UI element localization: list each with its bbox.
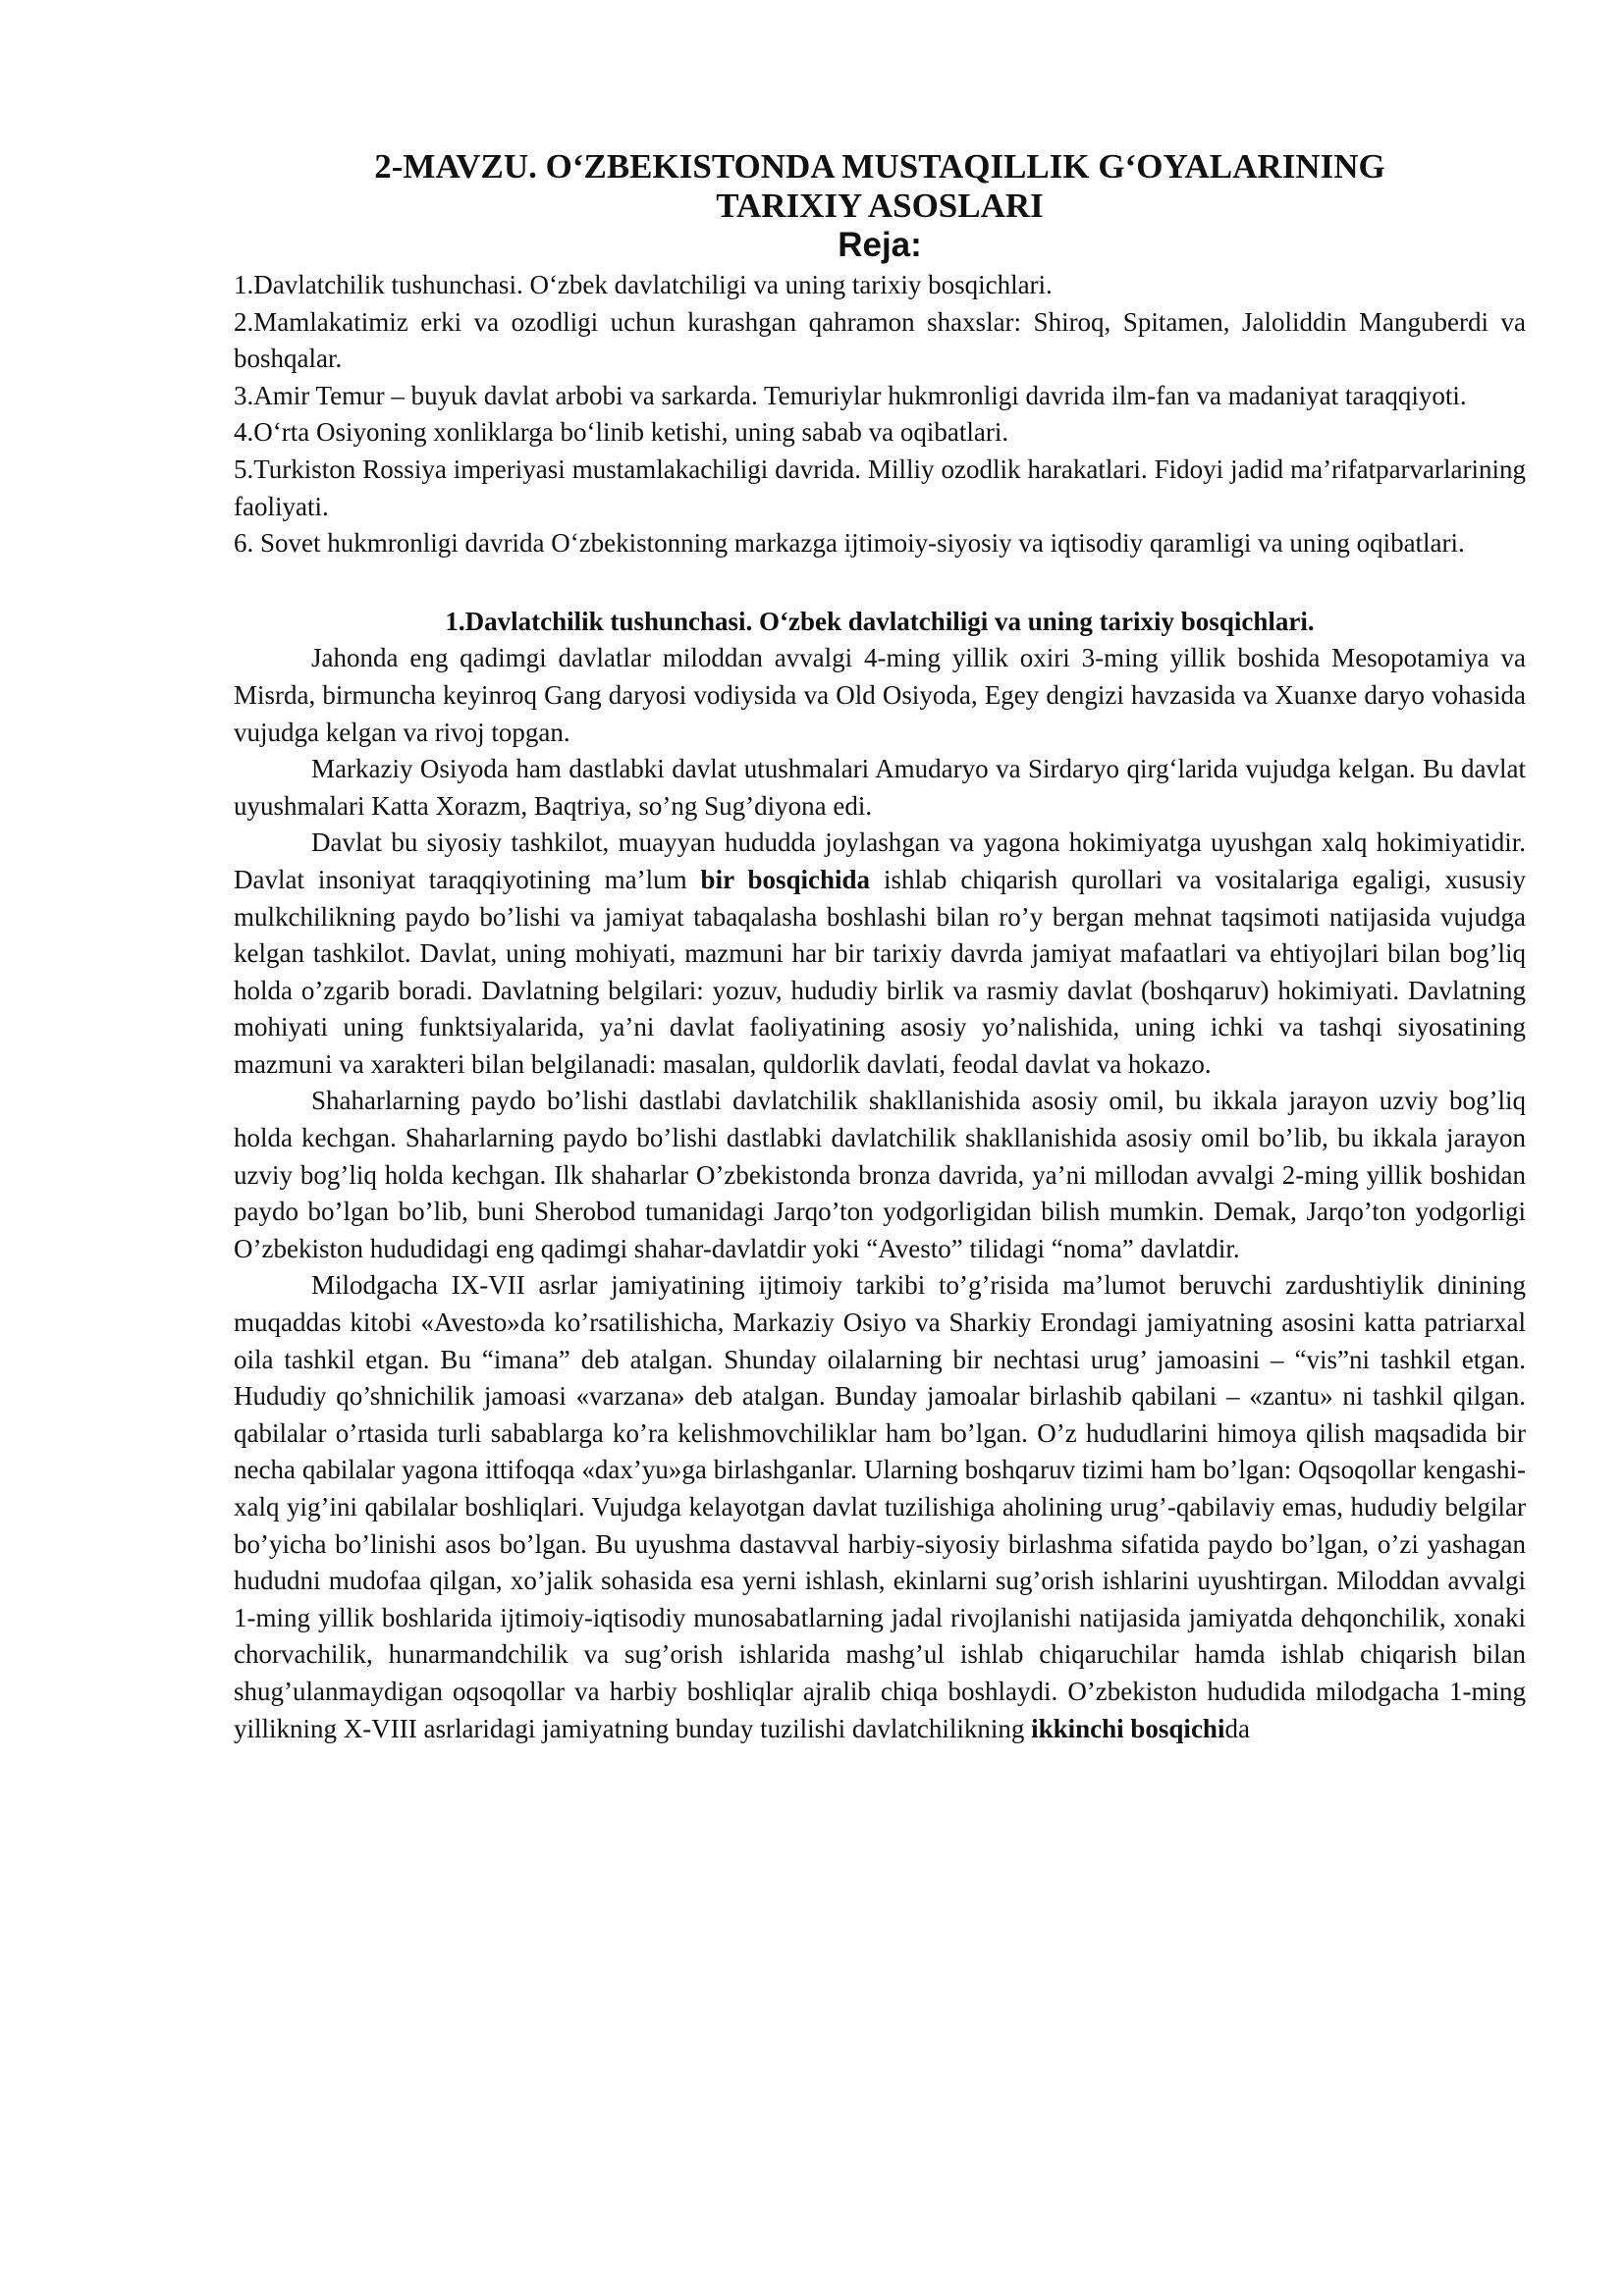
paragraph-5-text-a: Milodgacha IX-VII asrlar jamiyatining ijtimoiy tarkibi to’g’risida ma’lumot beruvchi zardushtiylik dinining muqaddas kitobi «Avesto»da ko’rsatilishicha, Markaziy Osiyo va Sharkiy Erondagi jamiyatning asosini katta patriarxal oila tashkil etgan. Bu “imana” deb atalgan. Shunday oilalarning bir nechtasi urug’ jamoasini – “vis”ni tashkil etgan. Hududiy qo’shnichilik jamoasi «varzana» deb atalgan. Bunday jamoalar birlashib qabilani – «zantu» ni tashkil qilgan. qabilalar o’rtasida turli sabablarga ko’ra kelishmovchiliklar ham bo’lgan. O’z hududlarini himoya qilish maqsadida bir necha qabilalar yagona ittifoqqa «dax’yu»ga birlashganlar. Ularning boshqaruv tizimi ham bo’lgan: Oqsoqollar kengashi-xalq yig’ini qabilalar boshliqlari. Vujudga kelayotgan davlat tuzilishiga aholining urug’-qabilaviy emas, hududiy belgilar bo’yicha bo’linishi asos bo’lgan. Bu uyushma dastavval harbiy-siyosiy birlashma sifatida paydo bo’lgan, o’zi yashagan hududni mudofaa qilgan, xo’jalik sohasida esa yerni ishlash, ekinlarni sug’orish ishlarini uyushtirgan. Miloddan avvalgi 1-ming yillik boshlarida ijtimoiy-iqtisodiy munosabatlarning jadal rivojlanishi natijasida jamiyatda dehqonchilik, xonaki chorvachilik, hunarmandchilik va sug’orish ishlarida mashg’ul ishlab chiqaruchilar hamda ishlab chiqarish bilan shug’ulanmaydigan oqsoqollar va harbiy boshliqlar ajralib chiqa boshlaydi. O’zbekiston hududida milodgacha 1-ming yillikning X-VIII asrlaridagi jamiyatning bunday tuzilishi davlatchilikning — [234, 1270, 1526, 1743]
plan-item: 2.Mamlakatimiz erki va ozodligi uchun kurashgan qahramon shaxslar: Shiroq, Spitamen, Jaloliddin Manguberdi va boshqalar. — [234, 306, 1526, 374]
plan-item: 3.Amir Temur – buyuk davlat arbobi va sarkarda. Temuriylar hukmronligi davrida ilm-fan va madaniyat taraqqiyoti. — [234, 380, 1467, 410]
section-heading: 1.Davlatchilik tushunchasi. O‘zbek davlatchiligi va uning tarixiy bosqichlari. — [445, 606, 1315, 636]
paragraph-4: Shaharlarning paydo bo’lishi dastlabi davlatchilik shakllanishida asosiy omil, bu ikkala jarayon uzviy bog’liq holda kechgan. Shaharlarning paydo bo’lishi dastlabki davlatchilik shakllanishida asosiy omil bo’lib, bu ikkala jarayon uzviy bog’liq holda kechgan. Ilk shaharlar O’zbekistonda bronza davrida, ya’ni millodan avvalgi 2-ming yillik boshidan paydo bo’lgan bo’lib, buni Sherobod tumanidagi Jarqo’ton yodgorligidan bilish mumkin. Demak, Jarqo’ton yodgorligi O’zbekiston hududidagi eng qadimgi shahar-davlatdir yoki “Avesto” tilidagi “noma” davlatdir. — [234, 1086, 1526, 1263]
document-title-line1: 2-MAVZU. O‘ZBEKISTONDA MUSTAQILLIK G‘OYALARINING — [374, 147, 1385, 186]
plan-heading: Reja: — [838, 226, 922, 264]
paragraph-5 — [234, 1267, 1526, 1747]
section-body — [234, 640, 1526, 1747]
paragraph-5-text-b: da — [1224, 1713, 1250, 1743]
document-title — [234, 147, 1526, 226]
paragraph-2: Markaziy Osiyoda ham dastlabki davlat utushmalari Amudaryo va Sirdaryo qirg‘larida vujudga kelgan. Bu davlat uyushmalari Katta Xorazm, Baqtriya, so’ng Sug’diyona edi. — [234, 754, 1526, 821]
paragraph-3-bold: bir bosqichida — [700, 864, 871, 894]
plan-list — [234, 267, 1526, 562]
plan-item: 6. Sovet hukmronligi davrida O‘zbekistonning markazga ijtimoiy-siyosiy va iqtisodiy qaramligi va uning oqibatlari. — [234, 528, 1465, 559]
plan-item: 4.O‘rta Osiyoning xonliklarga bo‘linib ketishi, uning sabab va oqibatlari. — [234, 417, 1009, 448]
document-title-line2: TARIXIY ASOSLARI — [716, 187, 1044, 225]
paragraph-1: Jahonda eng qadimgi davlatlar miloddan avvalgi 4-ming yillik oxiri 3-ming yillik boshida Mesopotamiya va Misrda, birmuncha keyinroq Gang daryosi vodiysida va Old Osiyoda, Egey dengizi havzasida va Xuanxe daryo vohasida vujudga kelgan va rivoj topgan. — [234, 643, 1526, 747]
paragraph-3-text-a: Davlat bu siyosiy tashkilot, muayyan hududda joylashgan va yagona hokimiyatga uyushgan xalq hokimiyatidir. Davlat insoniyat taraqqiyotining ma’lum — [234, 828, 1526, 894]
paragraph-3-text-b: ishlab chiqarish qurollari va vositalariga egaligi, xususiy mulkchilikning paydo bo’lishi va jamiyat tabaqalasha boshlashi bilan ro’y bergan mehnat taqsimoti natijasida vujudga kelgan tashkilot. Davlat, uning mohiyati, mazmuni har bir tarixiy davrda jamiyat mafaatlari va ehtiyojlari bilan bog’liq holda o’zgarib boradi. Davlatning belgilari: yozuv, hududiy birlik va rasmiy davlat (boshqaruv) hokimiyati. Davlatning mohiyati uning funktsiyalarida, ya’ni davlat faoliyatining asosiy yo’nalishida, uning ichki va tashqi siyosatining mazmuni va xarakteri bilan belgilanadi: masalan, quldorlik davlati, feodal davlat va hokazo. — [234, 864, 1526, 1079]
plan-item: 5.Turkiston Rossiya imperiyasi mustamlakachiligi davrida. Milliy ozodlik harakatlari. Fidoyi jadid ma’rifatparvarlarining faoliyati. — [234, 454, 1526, 521]
plan-item: 1.Davlatchilik tushunchasi. O‘zbek davlatchiligi va uning tarixiy bosqichlari. — [234, 270, 1053, 299]
paragraph-3 — [234, 825, 1526, 1083]
paragraph-5-bold: ikkinchi bosqichi — [1031, 1713, 1225, 1743]
document-page — [234, 147, 1526, 1747]
